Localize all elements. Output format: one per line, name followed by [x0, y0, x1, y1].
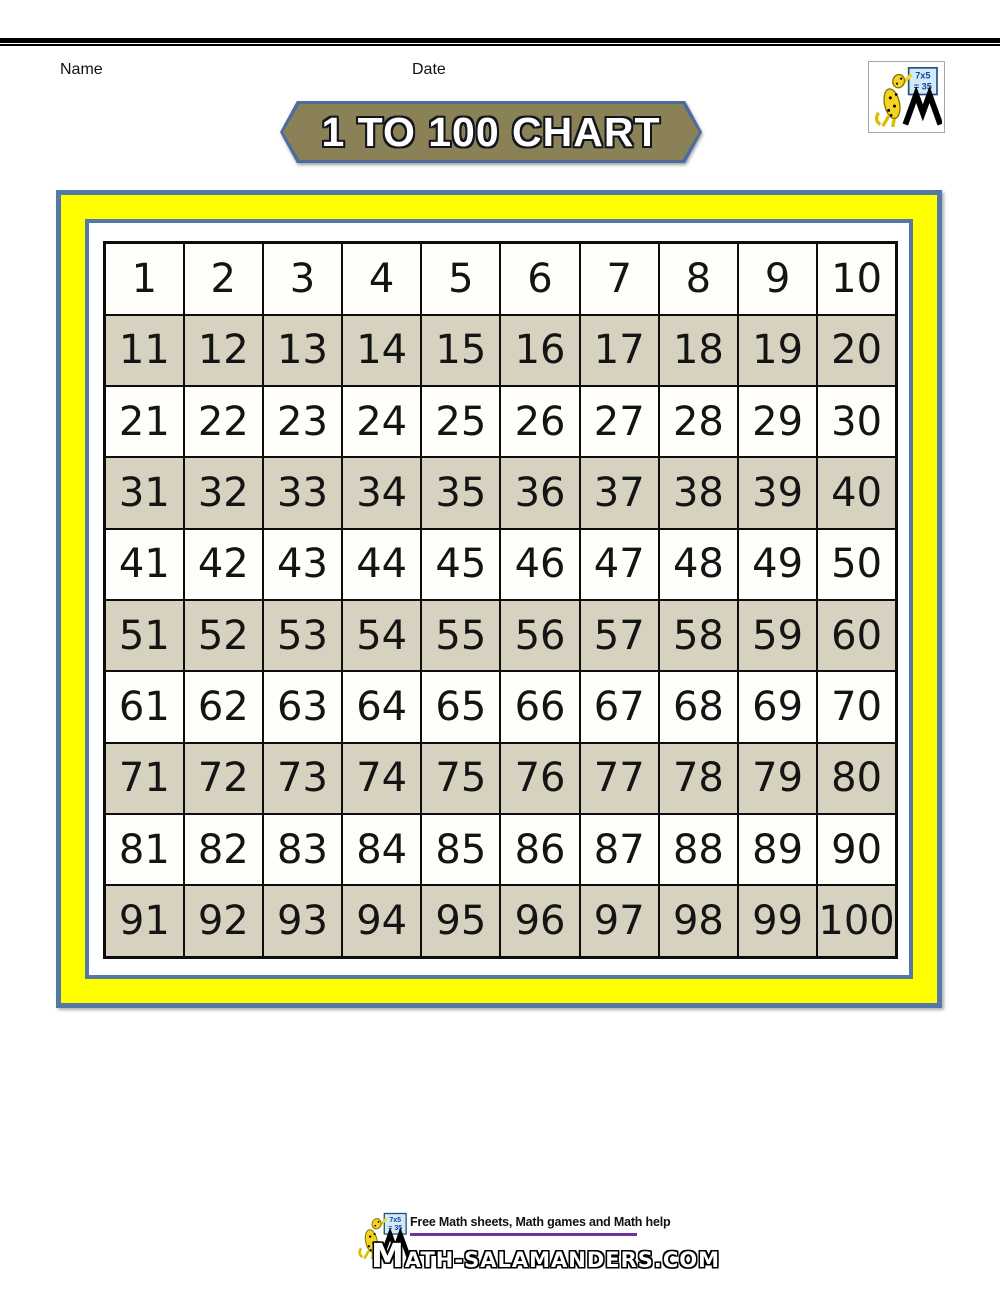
grid-cell-49: 49 [738, 529, 817, 600]
grid-row-4 [105, 457, 897, 528]
grid-cell-70: 70 [817, 671, 896, 742]
grid-cell-62: 62 [184, 671, 263, 742]
grid-cell-23: 23 [263, 386, 342, 457]
grid-cell-48: 48 [659, 529, 738, 600]
grid-cell-16: 16 [500, 315, 579, 386]
grid-cell-92: 92 [184, 885, 263, 957]
grid-cell-93: 93 [263, 885, 342, 957]
grid-cell-81: 81 [105, 814, 184, 885]
grid-cell-85: 85 [421, 814, 500, 885]
grid-cell-34: 34 [342, 457, 421, 528]
grid-cell-89: 89 [738, 814, 817, 885]
grid-cell-26: 26 [500, 386, 579, 457]
grid-cell-72: 72 [184, 743, 263, 814]
grid-cell-55: 55 [421, 600, 500, 671]
grid-row-5 [105, 529, 897, 600]
grid-cell-42: 42 [184, 529, 263, 600]
grid-cell-68: 68 [659, 671, 738, 742]
grid-row-2 [105, 315, 897, 386]
grid-cell-24: 24 [342, 386, 421, 457]
grid-cell-2: 2 [184, 243, 263, 315]
date-label: Date [412, 61, 446, 78]
grid-cell-27: 27 [580, 386, 659, 457]
grid-cell-33: 33 [263, 457, 342, 528]
grid-cell-5: 5 [421, 243, 500, 315]
grid-row-10 [105, 885, 897, 957]
grid-row-3 [105, 386, 897, 457]
grid-cell-19: 19 [738, 315, 817, 386]
grid-cell-12: 12 [184, 315, 263, 386]
grid-cell-4: 4 [342, 243, 421, 315]
grid-cell-36: 36 [500, 457, 579, 528]
grid-cell-78: 78 [659, 743, 738, 814]
grid-cell-47: 47 [580, 529, 659, 600]
grid-cell-67: 67 [580, 671, 659, 742]
grid-cell-9: 9 [738, 243, 817, 315]
footer-site-name: MATH-SALAMANDERS.COM [371, 1236, 721, 1275]
grid-cell-7: 7 [580, 243, 659, 315]
grid-cell-45: 45 [421, 529, 500, 600]
grid-cell-57: 57 [580, 600, 659, 671]
title-banner [280, 101, 702, 163]
grid-cell-63: 63 [263, 671, 342, 742]
grid-cell-10: 10 [817, 243, 896, 315]
hundred-chart-table [103, 241, 898, 959]
grid-row-9 [105, 814, 897, 885]
grid-cell-17: 17 [580, 315, 659, 386]
grid-cell-8: 8 [659, 243, 738, 315]
grid-cell-86: 86 [500, 814, 579, 885]
grid-cell-1: 1 [105, 243, 184, 315]
grid-cell-28: 28 [659, 386, 738, 457]
grid-cell-53: 53 [263, 600, 342, 671]
grid-cell-58: 58 [659, 600, 738, 671]
footer-tagline: Free Math sheets, Math games and Math help [410, 1215, 671, 1229]
grid-cell-56: 56 [500, 600, 579, 671]
grid-cell-80: 80 [817, 743, 896, 814]
grid-cell-13: 13 [263, 315, 342, 386]
grid-cell-54: 54 [342, 600, 421, 671]
grid-cell-99: 99 [738, 885, 817, 957]
grid-cell-21: 21 [105, 386, 184, 457]
grid-cell-43: 43 [263, 529, 342, 600]
grid-cell-79: 79 [738, 743, 817, 814]
grid-cell-60: 60 [817, 600, 896, 671]
grid-cell-96: 96 [500, 885, 579, 957]
grid-cell-25: 25 [421, 386, 500, 457]
math-salamanders-logo-icon [872, 64, 942, 130]
grid-cell-83: 83 [263, 814, 342, 885]
grid-cell-30: 30 [817, 386, 896, 457]
grid-cell-84: 84 [342, 814, 421, 885]
grid-cell-64: 64 [342, 671, 421, 742]
grid-cell-65: 65 [421, 671, 500, 742]
grid-cell-75: 75 [421, 743, 500, 814]
name-label: Name [60, 61, 103, 78]
top-divider [0, 38, 1000, 46]
grid-cell-39: 39 [738, 457, 817, 528]
grid-cell-3: 3 [263, 243, 342, 315]
grid-cell-51: 51 [105, 600, 184, 671]
page-title: 1 TO 100 CHART [321, 108, 661, 155]
grid-cell-14: 14 [342, 315, 421, 386]
grid-cell-73: 73 [263, 743, 342, 814]
grid-cell-35: 35 [421, 457, 500, 528]
grid-cell-15: 15 [421, 315, 500, 386]
grid-cell-52: 52 [184, 600, 263, 671]
grid-cell-29: 29 [738, 386, 817, 457]
grid-cell-87: 87 [580, 814, 659, 885]
grid-row-1 [105, 243, 897, 315]
grid-cell-76: 76 [500, 743, 579, 814]
grid-cell-41: 41 [105, 529, 184, 600]
grid-cell-97: 97 [580, 885, 659, 957]
grid-row-8 [105, 743, 897, 814]
grid-row-6 [105, 600, 897, 671]
grid-cell-61: 61 [105, 671, 184, 742]
grid-cell-71: 71 [105, 743, 184, 814]
grid-cell-31: 31 [105, 457, 184, 528]
grid-cell-11: 11 [105, 315, 184, 386]
hundred-chart-body [105, 243, 897, 958]
grid-cell-98: 98 [659, 885, 738, 957]
grid-cell-82: 82 [184, 814, 263, 885]
grid-cell-95: 95 [421, 885, 500, 957]
grid-cell-50: 50 [817, 529, 896, 600]
grid-cell-40: 40 [817, 457, 896, 528]
grid-cell-32: 32 [184, 457, 263, 528]
grid-cell-88: 88 [659, 814, 738, 885]
site-logo-box [868, 61, 945, 133]
grid-cell-74: 74 [342, 743, 421, 814]
grid-cell-94: 94 [342, 885, 421, 957]
grid-cell-22: 22 [184, 386, 263, 457]
grid-cell-100: 100 [817, 885, 896, 957]
grid-cell-44: 44 [342, 529, 421, 600]
grid-cell-6: 6 [500, 243, 579, 315]
grid-cell-38: 38 [659, 457, 738, 528]
grid-cell-18: 18 [659, 315, 738, 386]
grid-cell-20: 20 [817, 315, 896, 386]
grid-cell-66: 66 [500, 671, 579, 742]
grid-cell-69: 69 [738, 671, 817, 742]
grid-cell-46: 46 [500, 529, 579, 600]
grid-cell-91: 91 [105, 885, 184, 957]
grid-cell-90: 90 [817, 814, 896, 885]
grid-cell-37: 37 [580, 457, 659, 528]
grid-cell-77: 77 [580, 743, 659, 814]
grid-row-7 [105, 671, 897, 742]
grid-cell-59: 59 [738, 600, 817, 671]
